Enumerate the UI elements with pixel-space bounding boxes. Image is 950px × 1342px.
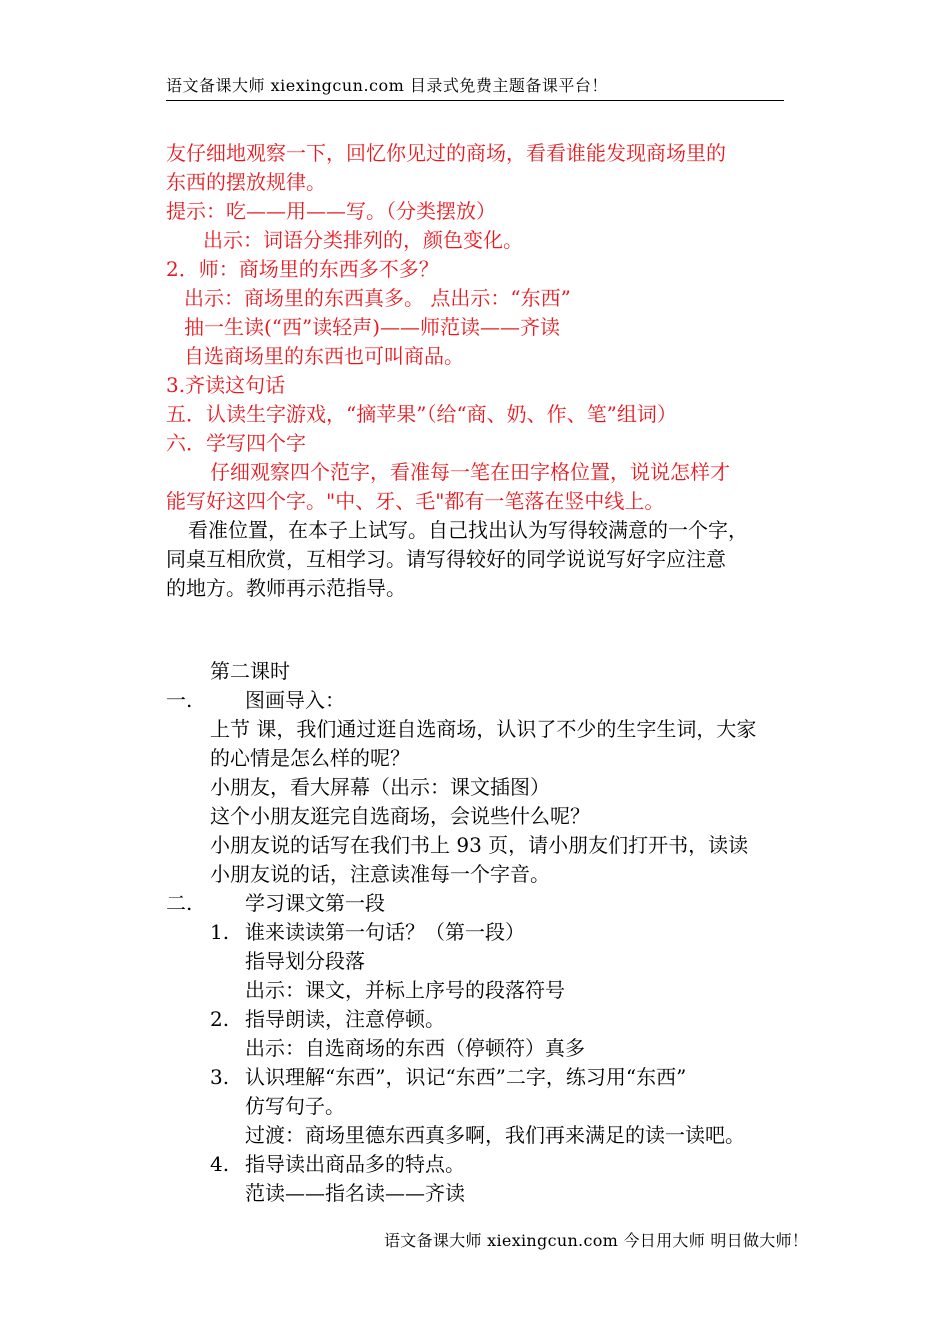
section-1-para-1: 上节 课，我们通过逛自选商场，认识了不少的生字生词，大家 xyxy=(210,717,757,741)
item-3-text-cont: 仿写句子。 xyxy=(245,1094,345,1118)
lesson1-line-1: 友仔细地观察一下，回忆你见过的商场，看看谁能发现商场里的 xyxy=(166,141,726,165)
lesson1-hint: 提示：吃——用——写。（分类摆放） xyxy=(166,199,496,223)
item-2-text: 指导朗读，注意停顿。 xyxy=(245,1007,445,1031)
page-header: 语文备课大师 xiexingcun.com 目录式免费主题备课平台！ xyxy=(166,74,784,101)
item-1-sub-2: 出示：课文，并标上序号的段落符号 xyxy=(245,978,565,1002)
lesson1-writing-1: 仔细观察四个范字，看准每一笔在田字格位置，说说怎样才 xyxy=(210,460,730,484)
section-1-number: 一. xyxy=(166,688,193,712)
item-1-text: 谁来读读第一句话？（第一段） xyxy=(245,920,525,944)
lesson1-step-2: 2．师：商场里的东西多不多？ xyxy=(166,257,439,281)
section-1-para-3: 小朋友，看大屏幕（出示：课文插图） xyxy=(210,775,550,799)
lesson1-reading-flow: 抽一生读(“西”读轻声)——师范读——齐读 xyxy=(184,315,561,339)
lesson1-goods-note: 自选商场里的东西也可叫商品。 xyxy=(184,344,464,368)
section-2-title: 学习课文第一段 xyxy=(245,891,385,915)
item-3-text: 认识理解“东西”，识记“东西”二字，练习用“东西” xyxy=(245,1065,687,1089)
section-1-title: 图画导入： xyxy=(245,688,345,712)
item-4-text: 指导读出商品多的特点。 xyxy=(245,1152,465,1176)
item-1-sub-1: 指导划分段落 xyxy=(245,949,365,973)
item-2-number: 2. xyxy=(210,1007,230,1031)
lesson1-practice-2: 同桌互相欣赏，互相学习。请写得较好的同学说说写好字应注意 xyxy=(166,547,726,571)
lesson1-writing-2: 能写好这四个字。"中、牙、毛"都有一笔落在竖中线上。 xyxy=(166,489,665,513)
lesson1-practice-1: 看准位置，在本子上试写。自己找出认为写得较满意的一个字， xyxy=(188,518,748,542)
item-3-number: 3. xyxy=(210,1065,230,1089)
lesson1-show-1: 出示：词语分类排列的，颜色变化。 xyxy=(203,228,523,252)
item-4-number: 4. xyxy=(210,1152,230,1176)
item-3-transition: 过渡：商场里德东西真多啊，我们再来满足的读一读吧。 xyxy=(245,1123,745,1147)
section-1-para-2: 的心情是怎么样的呢？ xyxy=(210,746,410,770)
page-footer: 语文备课大师 xiexingcun.com 今日用大师 明日做大师！ xyxy=(384,1231,809,1250)
section-1-para-4: 这个小朋友逛完自选商场，会说些什么呢？ xyxy=(210,804,590,828)
section-1-para-6: 小朋友说的话，注意读准每一个字音。 xyxy=(210,862,550,886)
section-2-number: 二. xyxy=(166,891,193,915)
lesson2-title: 第二课时 xyxy=(210,659,290,683)
lesson1-line-2: 东西的摆放规律。 xyxy=(166,170,326,194)
lesson1-step-3: 3.齐读这句话 xyxy=(166,373,286,397)
item-2-sub-1: 出示：自选商场的东西（停顿符）真多 xyxy=(245,1036,585,1060)
item-1-number: 1. xyxy=(210,920,230,944)
item-4-sub-1: 范读——指名读——齐读 xyxy=(245,1181,465,1205)
lesson1-practice-3: 的地方。教师再示范指导。 xyxy=(166,576,406,600)
lesson1-section-5: 五．认读生字游戏，“摘苹果”（给“商、奶、作、笔”组词） xyxy=(166,402,677,426)
section-1-para-5: 小朋友说的话写在我们书上 93 页，请小朋友们打开书，读读 xyxy=(210,833,749,857)
lesson1-show-2: 出示：商场里的东西真多。 点出示：“东西” xyxy=(184,286,571,310)
lesson1-section-6: 六．学写四个字 xyxy=(166,431,306,455)
